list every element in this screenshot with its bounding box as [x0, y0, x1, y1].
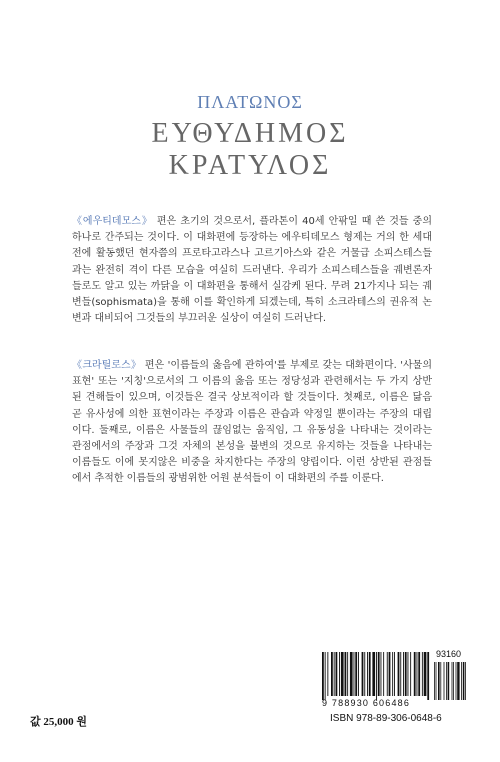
- barcode-bar: [405, 652, 407, 696]
- barcode-bar: [381, 652, 382, 696]
- barcode-addon-bar: [446, 662, 447, 700]
- title-kratylos: ΚΡΑΤΥΛΟΣ: [168, 150, 332, 181]
- paragraph-1-text: 편은 초기의 것으로서, 플라톤이 40세 안팎일 때 쓴 것들 중의 하나로 간주되는 것이다. 이 대화편에 등장하는 에우티데모스 형제는 거의 한 세대 전에 활동했던 현자쯤의 프로타고라스나 고르기아스와 같은 거물급 소피스테스들과는 완전히 격이 다른 모습을 여실히 드러낸다. 우리가 소피스테스들을 궤변론자들로도 알고 있는 까닭을 이 대화편을 통해서 실감케 된다. 무려 21가지나 되는 궤변들(sophismata)을 통해 이를 확인하게 되겠는데, 특히 소크라테스의 권유적 논변과 대비되어 그것들의 부끄러운 실상이 여실히 드러난다.: [72, 216, 432, 325]
- barcode-bar: [369, 652, 371, 696]
- barcode-bar: [392, 652, 393, 696]
- barcode-addon-bar: [463, 662, 465, 700]
- barcode-bar: [422, 652, 423, 696]
- barcode-bar: [327, 652, 328, 696]
- barcode-bar: [418, 652, 420, 696]
- barcode-bar: [417, 652, 418, 696]
- description-paragraph-1: [72, 214, 432, 327]
- barcode-bar: [394, 652, 395, 696]
- barcode-bar: [339, 652, 340, 696]
- barcode-bar: [378, 652, 380, 696]
- barcode-bar: [334, 652, 335, 696]
- barcode: [318, 650, 468, 740]
- barcode-addon-bar: [438, 662, 440, 700]
- barcode-bar: [372, 652, 375, 696]
- barcode-bar: [410, 652, 411, 696]
- barcode-bar: [347, 652, 348, 696]
- barcode-bar: [350, 652, 353, 696]
- barcode-bar: [331, 652, 333, 696]
- barcode-addon-bar: [436, 662, 437, 700]
- barcode-bar: [367, 652, 368, 696]
- barcode-addon-bar: [448, 662, 450, 700]
- paragraph-2-text: 편은 '이름들의 옳음에 관하여'를 부제로 갖는 대화편이다. '사물의 표현' 또는 '지칭'으로서의 그 이름의 옳음 또는 정당성과 관련해서는 두 가지 상반된 견해들이 있으며, 이것들은 결국 상보적이라 할 것들이다. 첫째로, 이름은 닮음 곧 유사성에 의한 표현이라는 주장과 이름은 관습과 약정일 뿐이라는 주장의 대립이다. 둘째로, 이름은 사물들의 끊임없는 움직임, 그 유동성을 나타내는 것이라는 관점에서의 주장과 그것 자체의 본성을 불변의 것으로 유지하는 것들을 나타내는 이름들도 이에 못지않은 비중을 차지한다는 주장의 양립이다. 이런 상반된 관점들에서 추적한 이름들의 광범위한 어원 분석들이 이 대화편의 주를 이룬다.: [72, 360, 432, 485]
- barcode-bar: [400, 652, 401, 696]
- barcode-digits: 9 788930 606486: [322, 698, 411, 708]
- barcode-bar: [376, 652, 377, 700]
- barcode-bar: [408, 652, 409, 696]
- barcode-bar: [355, 652, 357, 696]
- barcode-bar: [336, 652, 338, 696]
- barcode-bar: [362, 652, 364, 696]
- barcode-bar: [325, 652, 326, 700]
- book-title-euthydemos: 《에우티데모스》: [72, 216, 153, 227]
- barcode-bar: [341, 652, 344, 696]
- barcode-addon-bar: [452, 662, 453, 700]
- description-paragraph-2: [72, 358, 432, 488]
- barcode-addon-bar: [456, 662, 457, 700]
- barcode-bar: [398, 652, 400, 696]
- barcode-bar: [345, 652, 347, 696]
- barcode-addon-bar: [444, 662, 445, 700]
- barcode-addon-bar: [461, 662, 462, 700]
- barcode-addon-number: 93160: [436, 649, 462, 659]
- barcode-bar: [414, 652, 416, 696]
- barcode-bar: [354, 652, 355, 696]
- barcode-bar: [427, 652, 429, 700]
- barcode-addon-bar: [465, 662, 466, 700]
- barcode-bar: [424, 652, 427, 696]
- barcode-bar: [364, 652, 365, 696]
- barcode-bar: [358, 652, 359, 696]
- isbn-number: ISBN 978-89-306-0648-6: [330, 713, 442, 724]
- barcode-addon-bar: [440, 662, 441, 700]
- book-title-kratylos: 《크라틸로스》: [72, 360, 142, 371]
- author-heading: ΠΛΑΤΩΝΟΣ: [197, 92, 303, 112]
- price-label: 값 25,000 원: [30, 716, 88, 728]
- barcode-bar: [387, 652, 388, 696]
- barcode-bars-icon: [318, 650, 468, 740]
- barcode-bar: [403, 652, 404, 696]
- barcode-bar: [383, 652, 384, 696]
- barcode-bar: [389, 652, 391, 696]
- title-euthydemos: ΕΥΘΥΔΗΜΟΣ: [151, 118, 349, 149]
- barcode-bar: [322, 652, 324, 700]
- barcode-addon-bar: [453, 662, 454, 700]
- barcode-addon-bar: [434, 662, 435, 700]
- barcode-addon-bar: [457, 662, 459, 700]
